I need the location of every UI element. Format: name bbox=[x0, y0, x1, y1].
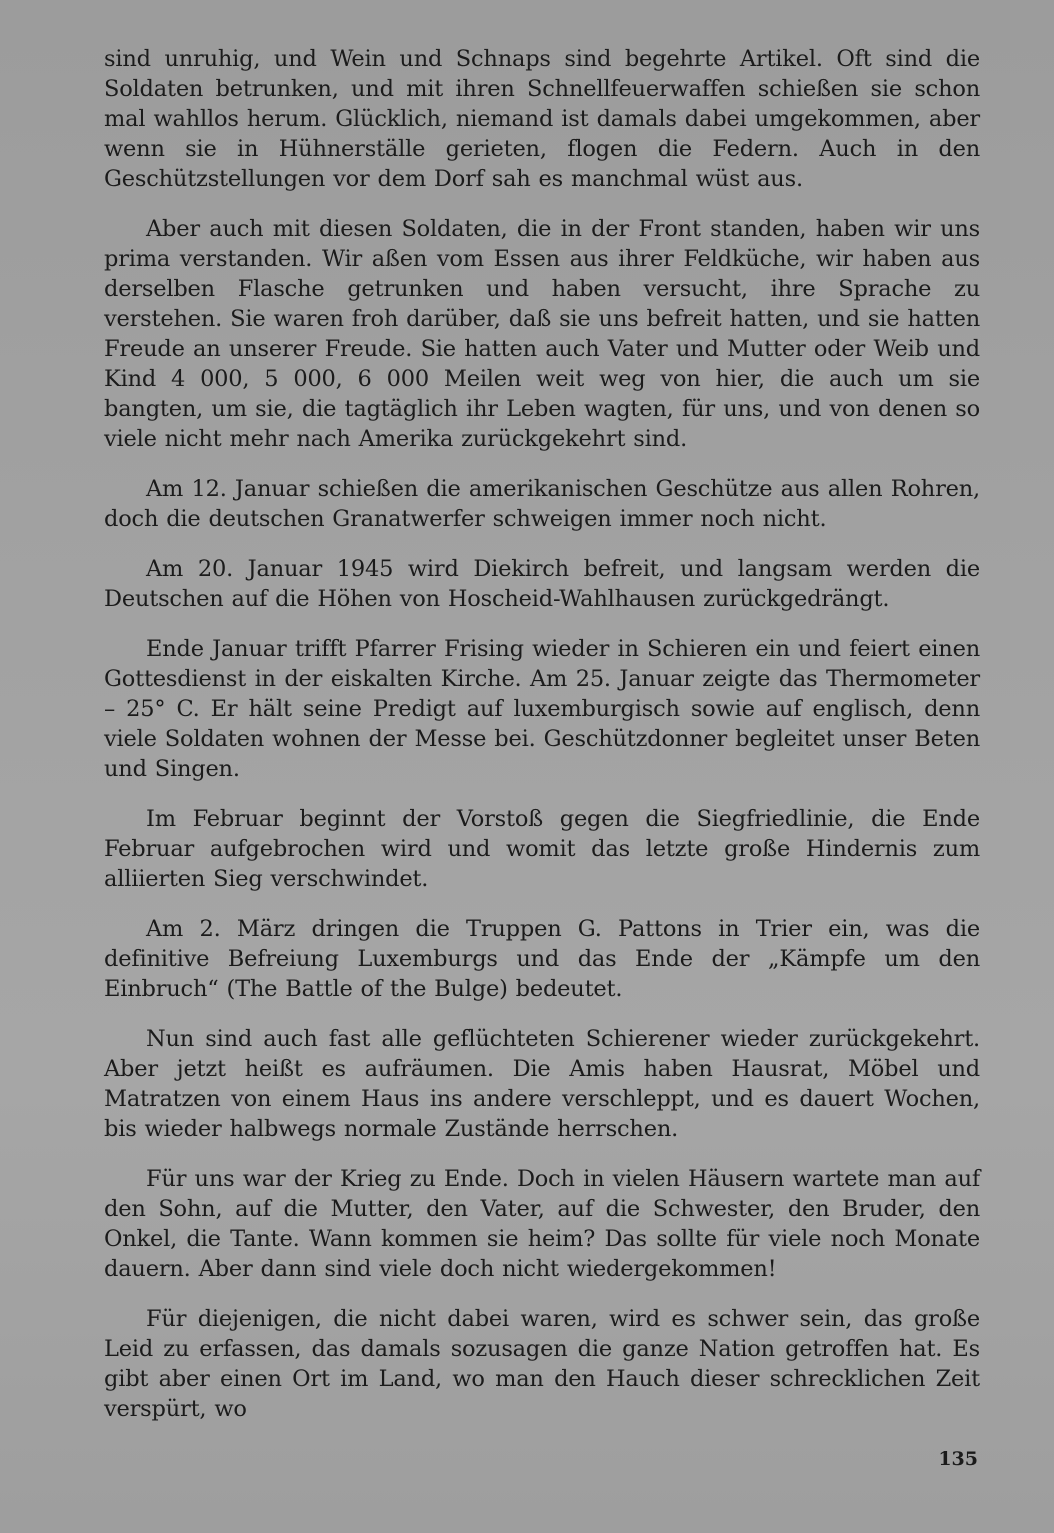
paragraph-10: Für diejenigen, die nicht dabei waren, wird es schwer sein, das große Leid zu erfassen, das damals sozusagen die ganze Nation getroffen hat. Es gibt aber einen Ort im Land, wo man den Hauch dieser schrecklichen Zeit verspürt, wo bbox=[104, 1306, 980, 1422]
paragraph-4: Am 20. Januar 1945 wird Diekirch befreit, und langsam werden die Deutschen auf die Höhen von Hoscheid-Wahlhausen zurückgedrängt. bbox=[104, 556, 980, 612]
page-number: 135 bbox=[938, 1448, 978, 1470]
paragraph-1: sind unruhig, und Wein und Schnaps sind begehrte Artikel. Oft sind die Soldaten betrunken, und mit ihren Schnellfeuerwaffen schießen sie schon mal wahllos herum. Glücklich, niemand ist damals dabei umgekommen, aber wenn sie in Hühnerställe gerieten, flogen die Federn. Auch in den Geschützstellungen vor dem Dorf sah es manchmal wüst aus. bbox=[104, 46, 980, 192]
body-text bbox=[104, 44, 980, 1444]
paragraph-7: Am 2. März dringen die Truppen G. Pattons in Trier ein, was die definitive Befreiung Luxemburgs und das Ende der „Kämpfe um den Einbruch“ (The Battle of the Bulge) bedeutet. bbox=[104, 916, 980, 1002]
paragraph-3: Am 12. Januar schießen die amerikanischen Geschütze aus allen Rohren, doch die deutschen Granatwerfer schweigen immer noch nicht. bbox=[104, 476, 980, 532]
paragraph-9: Für uns war der Krieg zu Ende. Doch in vielen Häusern wartete man auf den Sohn, auf die Mutter, den Vater, auf die Schwester, den Bruder, den Onkel, die Tante. Wann kommen sie heim? Das sollte für viele noch Monate dauern. Aber dann sind viele doch nicht wiedergekommen! bbox=[104, 1166, 980, 1282]
paragraph-6: Im Februar beginnt der Vorstoß gegen die Siegfriedlinie, die Ende Februar aufgebrochen wird und womit das letzte große Hindernis zum alliierten Sieg verschwindet. bbox=[104, 806, 980, 892]
paragraph-8: Nun sind auch fast alle geflüchteten Schierener wieder zurückgekehrt. Aber jetzt heißt es aufräumen. Die Amis haben Hausrat, Möbel und Matratzen von einem Haus ins andere verschleppt, und es dauert Wochen, bis wieder halbwegs normale Zustände herrschen. bbox=[104, 1026, 980, 1142]
paragraph-2: Aber auch mit diesen Soldaten, die in der Front standen, haben wir uns prima verstanden. Wir aßen vom Essen aus ihrer Feldküche, wir haben aus derselben Flasche getrunken und haben versucht, ihre Sprache zu verstehen. Sie waren froh darüber, daß sie uns befreit hatten, und sie hatten Freude an unserer Freude. Sie hatten auch Vater und Mutter oder Weib und Kind 4 000, 5 000, 6 000 Meilen weit weg von hier, die auch um sie bangten, um sie, die tagtäglich ihr Leben wagten, für uns, und von denen so viele nicht mehr nach Amerika zurückgekehrt sind. bbox=[104, 216, 980, 452]
paragraph-5: Ende Januar trifft Pfarrer Frising wieder in Schieren ein und feiert einen Gottesdienst in der eiskalten Kirche. Am 25. Januar zeigte das Thermometer – 25° C. Er hält seine Predigt auf luxemburgisch sowie auf englisch, denn viele Soldaten wohnen der Messe bei. Geschützdonner begleitet unser Beten und Singen. bbox=[104, 636, 980, 782]
